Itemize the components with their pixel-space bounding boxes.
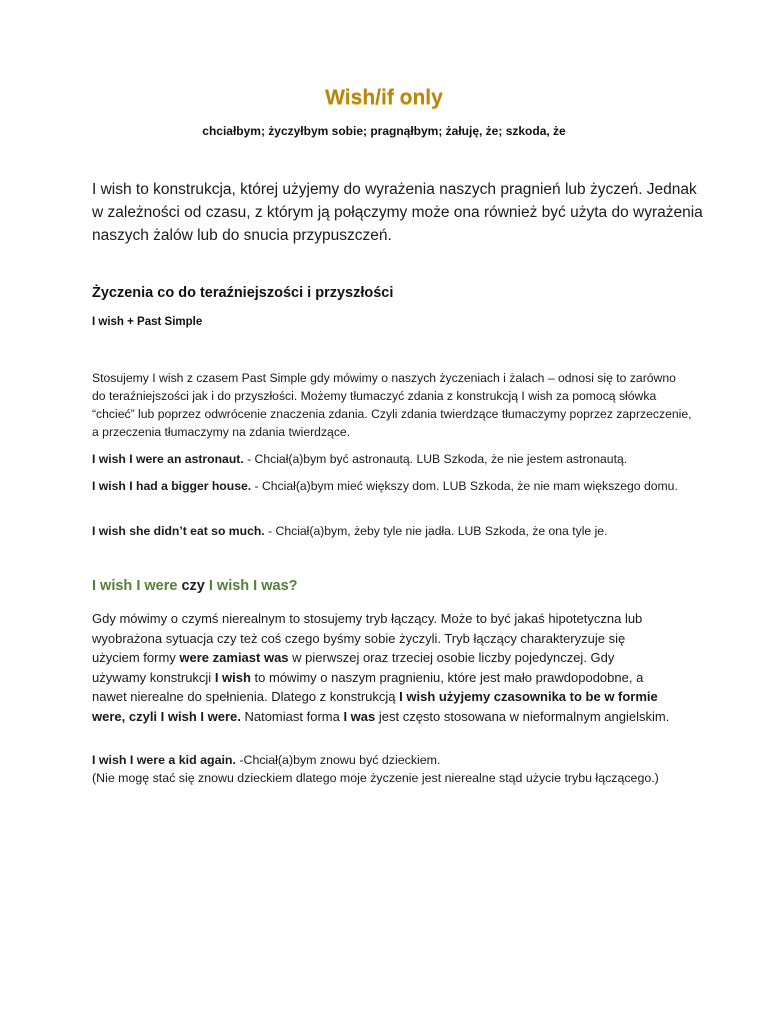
heading-part-czy: czy — [181, 578, 205, 594]
text-run: to mówimy o naszym pragnieniu, które jest mało prawdopodobne, a nawet nierealne do spełnienia. Dlatego z konstrukcją — [92, 669, 644, 704]
heading-part-c: I wish I was? — [204, 578, 298, 594]
example-en: I wish I were an astronaut. — [92, 452, 244, 466]
example-en: I wish I had a bigger house. — [92, 479, 252, 493]
text-run: w pierwszej oraz trzeciej osobie liczby pojedynczej. Gdy używamy konstrukcji — [92, 650, 615, 685]
example-en: I wish she didn’t eat so much. — [92, 524, 265, 538]
section1-paragraph: Stosujemy I wish z czasem Past Simple gdy mówimy o naszych życzeniach i żalach – odnosi się to zarówno do teraźniejszości jak i do przyszłości. Możemy tłumaczyć zdania z konstrukcją I wish za pomocą słówka “chcieć” lub poprzez odwrócenie znaczenia zdania. Czyli zdania twierdzące tłumaczymy poprzez zaprzeczenie, a przeczenia tłumaczymy na zdania twierdzące. — [92, 371, 692, 439]
bold-run: I was — [343, 708, 376, 724]
heading-part-a: I wish I were — [92, 578, 182, 594]
bold-run: were zamiast was — [179, 650, 289, 665]
bold-run: I wish — [214, 669, 251, 685]
page-title: Wish/if only — [325, 86, 443, 109]
text-run: Gdy mówimy o czymś nierealnym to stosujemy tryb łączący. Może to być jakaś hipotetyczna lub wyobrażona sytuacja czy też coś czego byśmy sobie życzyli. Tryb łączący charakteryzuje się użyciem formy — [92, 611, 643, 665]
example-pl: - Chciał(a)bym, żeby tyle nie jadła. LUB Szkoda, że ona tyle je. — [264, 524, 608, 538]
example-house — [92, 477, 692, 495]
example-eat — [92, 522, 692, 540]
bold-run: I wish użyjemy czasownika to be w formie were, czyli I wish I were. — [92, 689, 658, 724]
example-pl: - Chciał(a)bym być astronautą. LUB Szkoda, że nie jestem astronautą. — [243, 452, 628, 466]
example-astronaut — [92, 450, 692, 468]
example-pl: - Chciał(a)bym mieć większy dom. LUB Szkoda, że nie mam większego domu. — [251, 479, 678, 493]
example-en: I wish I were a kid again. — [92, 753, 236, 767]
text-run: jest często stosowana w nieformalnym angielskim. — [375, 708, 670, 724]
section-heading-were-was — [92, 578, 298, 594]
example-pl: -Chciał(a)bym znowu być dzieckiem. — [235, 753, 441, 767]
intro-paragraph: I wish to konstrukcja, której użyjemy do wyrażenia naszych pragnień lub życzeń. Jednak w zależności od czasu, z którym ją połączymy może ona również być użyta do wyrażenia naszych żalów lub do snucia przypuszczeń. — [92, 181, 703, 244]
formula-past-simple: I wish + Past Simple — [92, 316, 203, 328]
example-note: (Nie mogę stać się znowu dzieckiem dlatego moje życzenie jest nierealne stąd użycie trybu łączącego.) — [92, 770, 659, 785]
section-heading-present-future: Życzenia co do teraźniejszości i przyszłości — [92, 285, 394, 301]
text-run: Natomiast forma — [240, 708, 344, 724]
page-subtitle: chciałbym; życzyłbym sobie; pragnąłbym; żałuję, że; szkoda, że — [202, 124, 566, 138]
section2-paragraph — [92, 609, 672, 726]
example-kid — [92, 752, 672, 787]
